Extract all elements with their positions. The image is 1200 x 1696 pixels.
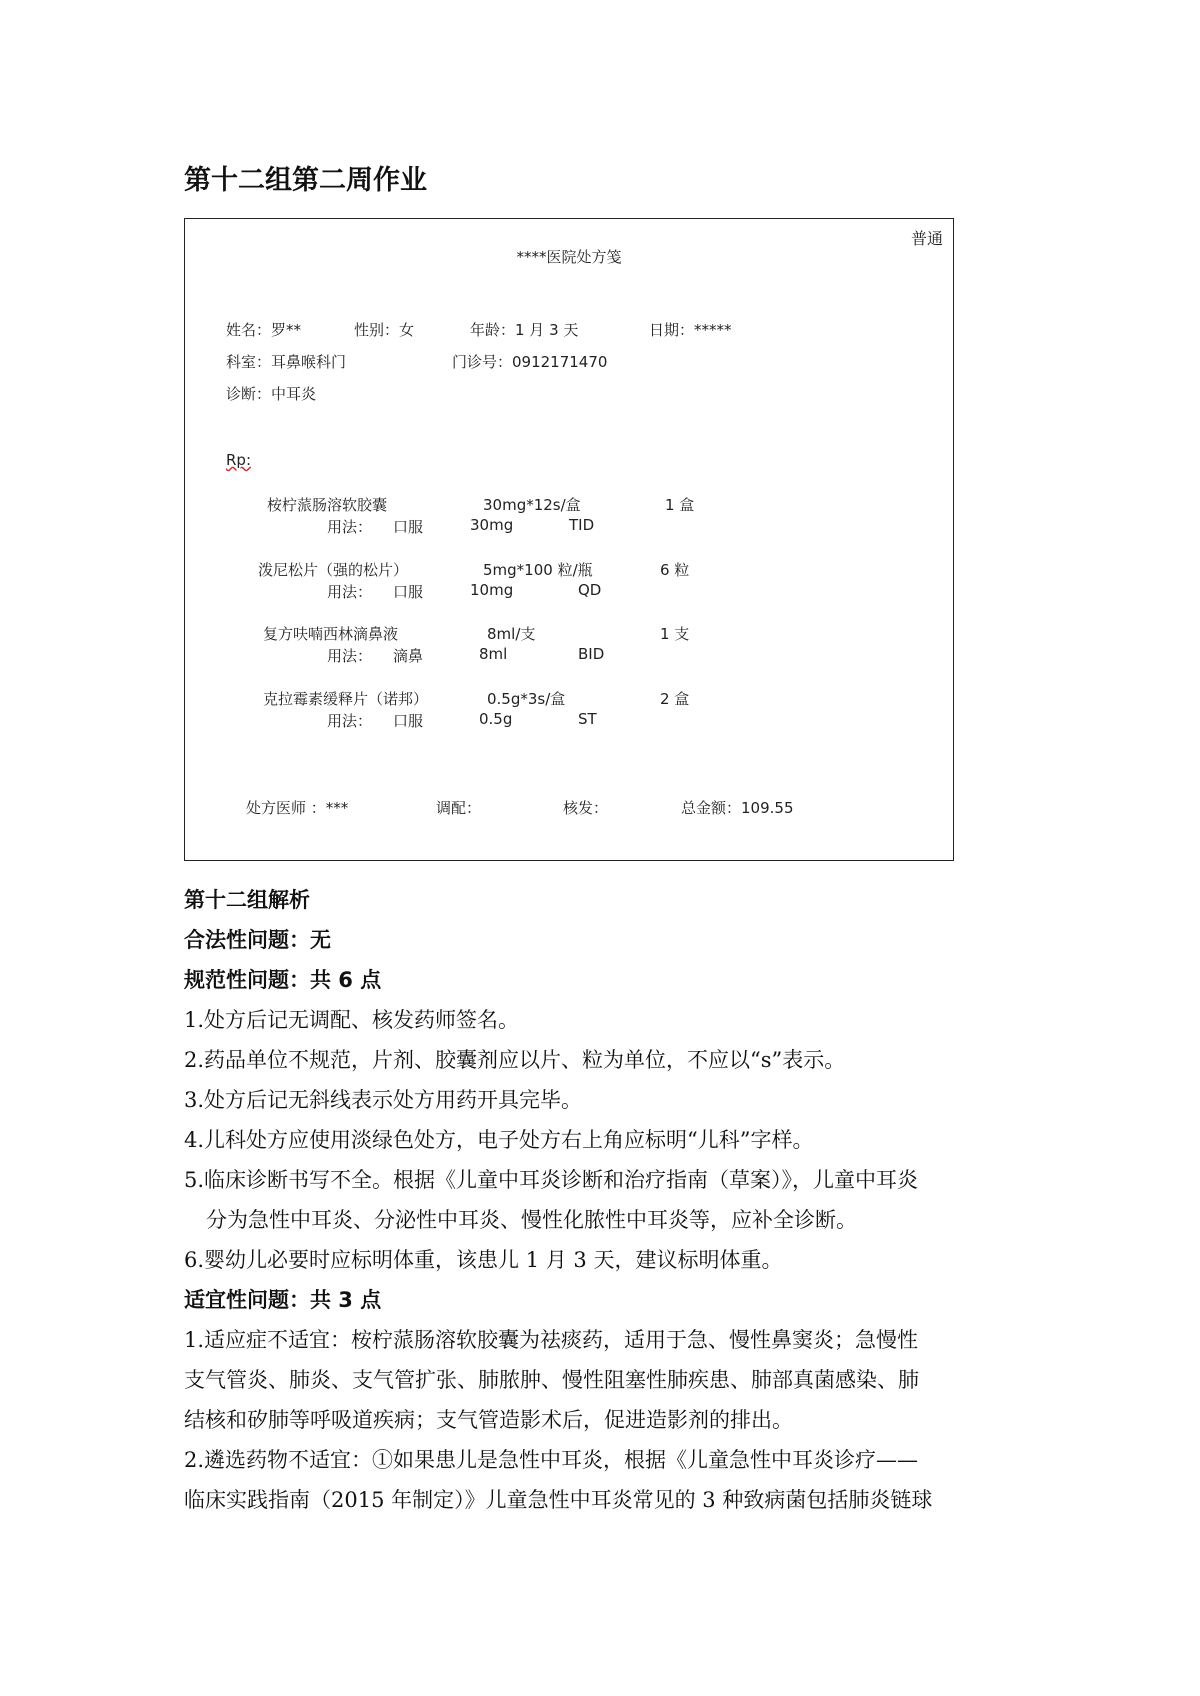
drug-name: 克拉霉素缓释片（诺邦） (263, 690, 429, 708)
total-amount: 总金额：109.55 (681, 799, 794, 817)
drug-spec: 8ml/支 (487, 625, 536, 643)
drug-route: 口服 (393, 583, 424, 601)
patient-age: 年龄：1 月 3 天 (470, 321, 579, 339)
drug-spec: 30mg*12s/盒 (483, 496, 581, 514)
usage-label: 用法： (327, 518, 373, 536)
drug-route: 滴鼻 (393, 647, 424, 665)
clinic-number: 门诊号：0912171470 (452, 353, 608, 371)
suitability-line: 支气管炎、肺炎、支气管扩张、肺脓肿、慢性阻塞性肺疾患、肺部真菌感染、肺 (184, 1368, 919, 1392)
drug-dose: 8ml (479, 645, 508, 663)
drug-dose: 0.5g (479, 710, 513, 728)
normative-item: 5.临床诊断书写不全。根据《儿童中耳炎诊断和治疗指南（草案）》，儿童中耳炎 (184, 1168, 919, 1192)
suitability-line: 2.遴选药物不适宜：①如果患儿是急性中耳炎，根据《儿童急性中耳炎诊疗—— (184, 1448, 919, 1472)
usage-label: 用法： (327, 583, 373, 601)
legality-issue: 合法性问题：无 (184, 928, 331, 952)
normative-item-continued: 分为急性中耳炎、分泌性中耳炎、慢性化脓性中耳炎等，应补全诊断。 (206, 1208, 857, 1232)
drug-dose: 10mg (470, 581, 514, 599)
suitability-line: 临床实践指南（2015 年制定）》儿童急性中耳炎常见的 3 种致病菌包括肺炎链球 (184, 1488, 933, 1512)
suitability-line: 1.适应症不适宜：桉柠蒎肠溶软胶囊为祛痰药，适用于急、慢性鼻窦炎；急慢性 (184, 1328, 919, 1352)
drug-name: 复方呋喃西林滴鼻液 (263, 625, 399, 643)
dispense-pharmacist: 调配： (436, 799, 482, 817)
drug-dose: 30mg (470, 516, 514, 534)
drug-quantity: 6 粒 (660, 561, 690, 579)
drug-quantity: 1 盒 (665, 496, 695, 514)
drug-name: 桉柠蒎肠溶软胶囊 (267, 496, 388, 514)
normative-item: 1.处方后记无调配、核发药师签名。 (184, 1008, 520, 1032)
normative-item: 4.儿科处方应使用淡绿色处方，电子处方右上角应标明“儿科”字样。 (184, 1128, 814, 1152)
patient-name: 姓名：罗** (226, 321, 302, 339)
drug-spec: 5mg*100 粒/瓶 (483, 561, 593, 579)
drug-frequency: TID (569, 516, 595, 534)
drug-route: 口服 (393, 712, 424, 730)
drug-frequency: QD (578, 581, 602, 599)
drug-quantity: 2 盒 (660, 690, 690, 708)
normative-item: 6.婴幼儿必要时应标明体重，该患儿 1 月 3 天，建议标明体重。 (184, 1248, 783, 1272)
normative-item: 2.药品单位不规范，片剂、胶囊剂应以片、粒为单位，不应以“s”表示。 (184, 1048, 846, 1072)
suitability-heading: 适宜性问题：共 3 点 (184, 1288, 382, 1312)
patient-sex: 性别：女 (354, 321, 415, 339)
drug-frequency: BID (578, 645, 605, 663)
department: 科室：耳鼻喉科门 (226, 353, 347, 371)
prescription-date: 日期：***** (649, 321, 732, 339)
drug-route: 口服 (393, 518, 424, 536)
normative-item: 3.处方后记无斜线表示处方用药开具完毕。 (184, 1088, 583, 1112)
drug-frequency: ST (578, 710, 597, 728)
normative-heading: 规范性问题：共 6 点 (184, 968, 382, 992)
drug-quantity: 1 支 (660, 625, 690, 643)
hospital-title: ****医院处方笺 (516, 248, 622, 266)
prescription-form (184, 218, 954, 861)
check-pharmacist: 核发： (563, 799, 609, 817)
analysis-title: 第十二组解析 (184, 888, 310, 912)
diagnosis: 诊断：中耳炎 (226, 385, 317, 403)
prescribing-doctor: 处方医师 ：*** (246, 799, 349, 817)
drug-name: 泼尼松片（强的松片） (258, 561, 409, 579)
rp-label: Rp: (226, 451, 251, 469)
usage-label: 用法： (327, 647, 373, 665)
analysis-section (184, 880, 1024, 1520)
usage-label: 用法： (327, 712, 373, 730)
drug-spec: 0.5g*3s/盒 (487, 690, 566, 708)
page-title: 第十二组第二周作业 (184, 165, 427, 196)
suitability-line: 结核和矽肺等呼吸道疾病；支气管造影术后，促进造影剂的排出。 (184, 1408, 793, 1432)
prescription-type-tag: 普通 (910, 229, 943, 248)
